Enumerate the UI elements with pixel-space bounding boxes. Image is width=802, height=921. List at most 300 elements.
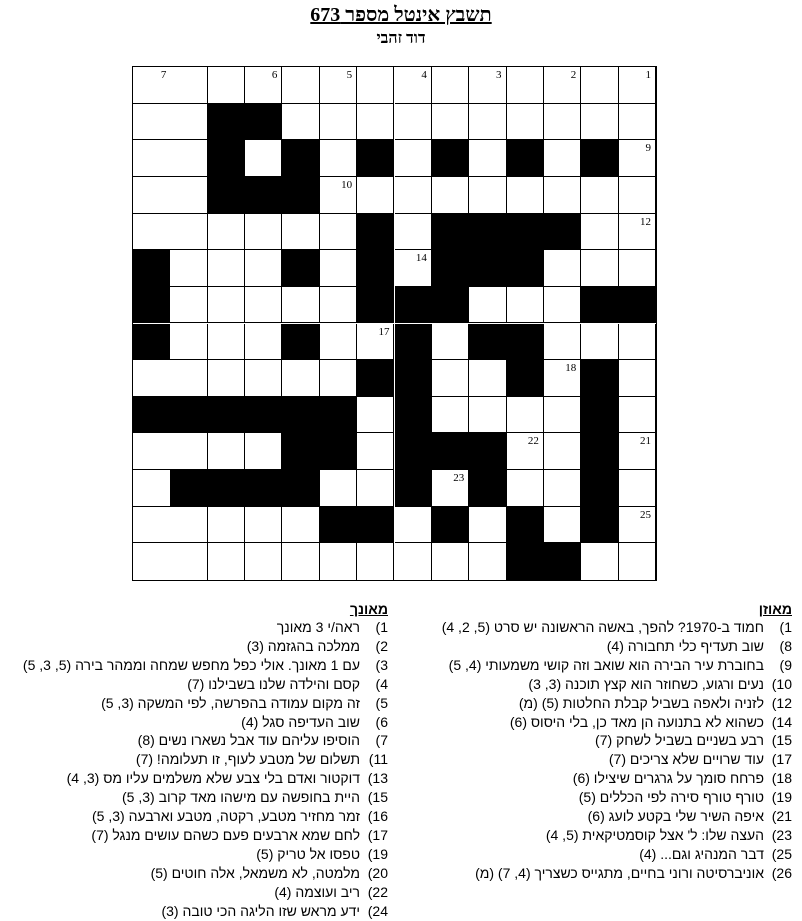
grid-cell[interactable]: [245, 287, 282, 324]
grid-cell[interactable]: [395, 177, 432, 214]
grid-cell[interactable]: [245, 507, 282, 544]
grid-cell[interactable]: [544, 140, 581, 177]
clue-text: פרחח סומך על גרגרים שיצילו (6): [572, 770, 764, 787]
grid-cell[interactable]: [208, 67, 245, 104]
clue-text: היית בחופשה עם מישהו מאד קרוב (3, 5): [122, 789, 360, 806]
clue-text: טורף טורף סירה לפי הכללים (5): [578, 789, 764, 806]
clue-number: 10): [771, 675, 792, 692]
clue-number: 16): [367, 808, 388, 825]
grid-cell[interactable]: [133, 104, 170, 141]
grid-cell[interactable]: [395, 67, 432, 104]
clue-number: 4): [375, 675, 388, 692]
clue-number: 15): [771, 732, 792, 749]
black-cell: [133, 287, 170, 324]
cell-number: 25: [639, 508, 651, 521]
clue-item: [10, 750, 388, 769]
black-cell: [245, 104, 282, 141]
clue-item: [422, 750, 792, 769]
grid-cell[interactable]: [395, 543, 432, 580]
grid-cell[interactable]: [133, 543, 170, 580]
cell-number: 2: [570, 69, 577, 81]
black-cell: [507, 543, 544, 580]
grid-cell[interactable]: [133, 470, 170, 507]
grid-cell[interactable]: [208, 214, 245, 251]
black-cell: [320, 397, 357, 434]
clue-text: זמר מחזיר מטבע, רקטה, מטבע וארבעה (3, 5): [92, 808, 360, 825]
grid-cell[interactable]: [170, 543, 207, 580]
grid-cell[interactable]: [282, 287, 319, 324]
grid-cell[interactable]: [320, 104, 357, 141]
grid-cell[interactable]: [507, 104, 544, 141]
across-clues: [422, 600, 792, 883]
grid-cell[interactable]: [581, 250, 618, 287]
grid-cell[interactable]: [469, 507, 506, 544]
clue-item: [422, 769, 792, 788]
grid-cell[interactable]: [245, 250, 282, 287]
grid-cell[interactable]: [357, 470, 394, 507]
grid-cell[interactable]: [544, 397, 581, 434]
clue-text: עוד שרויים שלא צריכים (7): [608, 751, 764, 768]
cell-number: 23: [453, 472, 465, 485]
grid-cell[interactable]: [208, 433, 245, 470]
grid-cell[interactable]: [357, 104, 394, 141]
cell-number: 12: [639, 215, 651, 228]
grid-cell[interactable]: [320, 67, 357, 104]
grid-cell[interactable]: [469, 104, 506, 141]
clue-text: זה מקום עמודה בהפרשה, לפי המשקה (3, 5): [101, 694, 360, 711]
clue-text: דוקטור ואדם בלי צבע שלא משלמים עליו מס (3, 4): [66, 770, 360, 787]
clue-number: 12): [771, 694, 792, 711]
clue-text: שוב העדיפה סגל (4): [241, 713, 360, 730]
clue-number: 17): [367, 826, 388, 843]
black-cell: [507, 250, 544, 287]
clue-number: 3): [375, 656, 388, 673]
black-cell: [357, 360, 394, 397]
clue-text: בחוברת עיר הבירה הוא שואב וזה קושי משמעותי (4, 5): [448, 656, 764, 673]
black-cell: [544, 214, 581, 251]
clue-item: [10, 675, 388, 694]
grid-cell[interactable]: [245, 360, 282, 397]
clue-text: נעים ורגוע, כשחוזר הוא קצץ תוכנה (3, 3): [528, 675, 764, 692]
grid-cell[interactable]: [245, 214, 282, 251]
grid-cell[interactable]: [581, 214, 618, 251]
cell-number: 3: [496, 69, 502, 81]
grid-cell[interactable]: [133, 67, 170, 104]
grid-cell[interactable]: [432, 104, 469, 141]
grid-cell[interactable]: [245, 67, 282, 104]
grid-cell[interactable]: [170, 287, 207, 324]
black-cell: [282, 470, 319, 507]
grid-cell[interactable]: [581, 543, 618, 580]
grid-cell[interactable]: [619, 140, 656, 177]
grid-cell[interactable]: [208, 324, 245, 361]
clue-text: מלמטה, לא משמאל, אלה חוטים (5): [150, 864, 360, 881]
clue-item: [10, 826, 388, 845]
grid-cell[interactable]: [133, 433, 170, 470]
grid-cell[interactable]: [245, 324, 282, 361]
grid-cell[interactable]: [544, 104, 581, 141]
clue-text: תשלום של מטבע לעוף, זו תעלומה! (7): [135, 751, 360, 768]
grid-cell[interactable]: [170, 104, 207, 141]
grid-cell[interactable]: [208, 250, 245, 287]
grid-cell[interactable]: [619, 104, 656, 141]
grid-cell[interactable]: [544, 67, 581, 104]
grid-cell[interactable]: [507, 433, 544, 470]
clue-number: 23): [771, 826, 792, 843]
puzzle-author: דוד זהבי: [376, 30, 426, 47]
crossword-grid: [132, 66, 657, 581]
grid-cell[interactable]: [395, 104, 432, 141]
black-cell: [395, 470, 432, 507]
clue-item: [422, 694, 792, 713]
black-cell: [432, 507, 469, 544]
grid-cell[interactable]: [208, 360, 245, 397]
grid-cell[interactable]: [245, 543, 282, 580]
clue-item: [422, 864, 792, 883]
cell-number: 7: [160, 69, 167, 81]
cell-number: 9: [645, 142, 651, 155]
clue-number: 11): [368, 751, 388, 768]
grid-cell[interactable]: [320, 214, 357, 251]
grid-cell[interactable]: [619, 543, 656, 580]
clue-item: [422, 788, 792, 807]
across-heading: מאוזן: [758, 601, 792, 617]
black-cell: [432, 140, 469, 177]
grid-cell[interactable]: [282, 214, 319, 251]
black-cell: [133, 250, 170, 287]
across-clue-list: [422, 618, 792, 883]
clue-number: 5): [375, 694, 388, 711]
grid-cell[interactable]: [619, 360, 656, 397]
grid-cell[interactable]: [619, 67, 656, 104]
black-cell: [245, 177, 282, 214]
grid-cell[interactable]: [282, 360, 319, 397]
black-cell: [581, 507, 618, 544]
clue-number: 25): [771, 845, 792, 862]
black-cell: [395, 324, 432, 361]
clue-number: 7): [375, 732, 388, 749]
clue-item: [10, 845, 388, 864]
grid-cell[interactable]: [170, 140, 207, 177]
black-cell: [469, 470, 506, 507]
grid-cell[interactable]: [619, 250, 656, 287]
grid-cell[interactable]: [581, 104, 618, 141]
grid-cell[interactable]: [544, 324, 581, 361]
grid-cell[interactable]: [282, 104, 319, 141]
black-cell: [170, 397, 207, 434]
clue-item: [10, 883, 388, 902]
clue-item: [10, 807, 388, 826]
cell-number: 21: [639, 435, 651, 448]
grid-cell[interactable]: [133, 177, 170, 214]
down-heading: מאונך: [349, 601, 388, 617]
grid-cell[interactable]: [170, 360, 207, 397]
black-cell: [507, 140, 544, 177]
black-cell: [507, 324, 544, 361]
grid-cell[interactable]: [133, 360, 170, 397]
black-cell: [581, 360, 618, 397]
clue-number: 8): [779, 637, 792, 654]
grid-cell[interactable]: [544, 470, 581, 507]
clue-item: [10, 618, 388, 637]
grid-cell[interactable]: [469, 287, 506, 324]
grid-cell[interactable]: [320, 324, 357, 361]
clue-number: 14): [771, 713, 792, 730]
clue-number: 13): [367, 770, 388, 787]
grid-cell[interactable]: [208, 543, 245, 580]
clue-number: 24): [367, 902, 388, 919]
clue-text: לחם שמא ארבעים פעם כשהם עושים מנגל (7): [91, 826, 360, 843]
clue-number: 22): [367, 883, 388, 900]
clue-text: שוב תעדיף כלי תחבורה (4): [606, 637, 764, 654]
grid-cell[interactable]: [320, 250, 357, 287]
grid-cell[interactable]: [619, 507, 656, 544]
black-cell: [282, 397, 319, 434]
black-cell: [282, 250, 319, 287]
clue-number: 2): [375, 637, 388, 654]
grid-cell[interactable]: [357, 543, 394, 580]
clue-item: [10, 694, 388, 713]
black-cell: [208, 140, 245, 177]
grid-cell[interactable]: [469, 140, 506, 177]
clue-item: [422, 807, 792, 826]
grid-cell[interactable]: [208, 287, 245, 324]
black-cell: [245, 397, 282, 434]
grid-cell[interactable]: [170, 507, 207, 544]
clue-number: 1): [375, 619, 388, 635]
black-cell: [357, 287, 394, 324]
grid-cell[interactable]: [320, 543, 357, 580]
cell-number: 22: [527, 435, 539, 448]
grid-cell[interactable]: [395, 507, 432, 544]
clue-text: עם 1 מאונך. אולי כפל מחפש שמחה וממהר בירה (5, 3, 5): [22, 656, 360, 673]
grid-cell[interactable]: [357, 324, 394, 361]
grid-cell[interactable]: [432, 177, 469, 214]
grid-cell[interactable]: [133, 507, 170, 544]
black-cell: [320, 507, 357, 544]
grid-cell[interactable]: [395, 140, 432, 177]
grid-cell[interactable]: [395, 250, 432, 287]
black-cell: [432, 433, 469, 470]
black-cell: [395, 287, 432, 324]
black-cell: [245, 470, 282, 507]
cell-number: 14: [415, 252, 427, 265]
grid-cell[interactable]: [320, 177, 357, 214]
grid-cell[interactable]: [469, 177, 506, 214]
grid-cell[interactable]: [133, 214, 170, 251]
clue-item: [422, 845, 792, 864]
black-cell: [357, 507, 394, 544]
black-cell: [357, 140, 394, 177]
grid-cell[interactable]: [357, 177, 394, 214]
clue-item: [422, 713, 792, 732]
clue-text: ריב ועוצמה (4): [274, 883, 360, 900]
grid-cell[interactable]: [544, 250, 581, 287]
clue-number: 1): [779, 619, 792, 635]
black-cell: [395, 397, 432, 434]
clue-item: [422, 731, 792, 750]
clue-text: ממלכה בהגזמה (3): [246, 637, 360, 654]
cell-number: 10: [341, 178, 353, 191]
black-cell: [581, 470, 618, 507]
grid-cell[interactable]: [245, 433, 282, 470]
grid-cell[interactable]: [544, 177, 581, 214]
grid-cell[interactable]: [170, 177, 207, 214]
grid-cell[interactable]: [581, 177, 618, 214]
black-cell: [208, 177, 245, 214]
grid-cell[interactable]: [581, 324, 618, 361]
clue-text: קסם והילדה שלנו בשבילנו (7): [187, 675, 360, 692]
clue-number: 20): [367, 864, 388, 881]
grid-cell[interactable]: [170, 214, 207, 251]
clue-number: 26): [771, 864, 792, 881]
black-cell: [432, 287, 469, 324]
clue-text: הוסיפו עליהם עוד אבל נשארו נשים (8): [137, 732, 360, 749]
black-cell: [469, 250, 506, 287]
clue-number: 15): [367, 789, 388, 806]
grid-cell[interactable]: [581, 67, 618, 104]
clue-item: [10, 902, 388, 921]
grid-cell[interactable]: [357, 67, 394, 104]
clue-item: [422, 675, 792, 694]
grid-cell[interactable]: [619, 177, 656, 214]
grid-cell[interactable]: [320, 287, 357, 324]
clue-text: איפה השיר שלי בקטע לועג (6): [587, 808, 764, 825]
grid-cell[interactable]: [544, 433, 581, 470]
black-cell: [507, 214, 544, 251]
grid-cell[interactable]: [432, 543, 469, 580]
black-cell: [133, 324, 170, 361]
grid-cell[interactable]: [507, 177, 544, 214]
clue-item: [10, 731, 388, 750]
grid-cell[interactable]: [320, 470, 357, 507]
clue-item: [10, 713, 388, 732]
clue-number: 17): [771, 751, 792, 768]
clue-number: 6): [375, 713, 388, 730]
clue-number: 19): [367, 845, 388, 862]
black-cell: [357, 250, 394, 287]
grid-cell[interactable]: [282, 507, 319, 544]
grid-cell[interactable]: [544, 287, 581, 324]
black-cell: [544, 543, 581, 580]
grid-cell[interactable]: [469, 543, 506, 580]
grid-cell[interactable]: [245, 140, 282, 177]
black-cell: [432, 250, 469, 287]
grid-cell[interactable]: [619, 324, 656, 361]
black-cell: [133, 397, 170, 434]
black-cell: [282, 324, 319, 361]
cell-number: 18: [565, 362, 577, 375]
grid-cell[interactable]: [320, 360, 357, 397]
clue-item: [422, 618, 792, 637]
black-cell: [208, 397, 245, 434]
black-cell: [395, 433, 432, 470]
clue-item: [10, 769, 388, 788]
grid-cell[interactable]: [432, 67, 469, 104]
grid-cell[interactable]: [170, 324, 207, 361]
clue-item: [422, 826, 792, 845]
black-cell: [581, 433, 618, 470]
down-clue-list: [10, 618, 388, 921]
black-cell: [581, 397, 618, 434]
clue-item: [422, 637, 792, 656]
clue-text: העצה שלו: ל' אצל קוסמטיקאית (5, 4): [545, 826, 764, 843]
cell-number: 1: [645, 69, 651, 81]
puzzle-title: תשבץ אינטל מספר 673: [310, 4, 492, 26]
black-cell: [469, 324, 506, 361]
cell-number: 17: [378, 325, 390, 338]
grid-cell[interactable]: [208, 507, 245, 544]
grid-cell[interactable]: [619, 433, 656, 470]
black-cell: [208, 470, 245, 507]
black-cell: [170, 470, 207, 507]
clue-item: [10, 637, 388, 656]
grid-cell[interactable]: [619, 470, 656, 507]
grid-cell[interactable]: [282, 67, 319, 104]
clue-text: טפסו אל טריק (5): [256, 845, 360, 862]
black-cell: [282, 177, 319, 214]
black-cell: [507, 507, 544, 544]
grid-cell[interactable]: [133, 140, 170, 177]
cell-number: 4: [421, 69, 427, 81]
grid-cell[interactable]: [469, 67, 506, 104]
clue-text: חמוד ב-1970? להפך, באשה הראשונה יש סרט (5, 2, 4): [441, 619, 764, 635]
black-cell: [395, 360, 432, 397]
grid-cell[interactable]: [282, 543, 319, 580]
grid-cell[interactable]: [357, 397, 394, 434]
grid-cell[interactable]: [469, 360, 506, 397]
black-cell: [507, 360, 544, 397]
down-clues: [10, 600, 388, 921]
black-cell: [282, 433, 319, 470]
clue-item: [10, 864, 388, 883]
grid-cell[interactable]: [619, 214, 656, 251]
grid-cell[interactable]: [507, 397, 544, 434]
grid-cell[interactable]: [544, 507, 581, 544]
black-cell: [320, 433, 357, 470]
clue-text: לזניה ולאפה בשביל קבלת החלטות (5) (מ): [518, 694, 764, 711]
grid-cell[interactable]: [507, 67, 544, 104]
black-cell: [282, 140, 319, 177]
clue-text: ידע מראש שזו הליגה הכי טובה (3): [161, 902, 360, 919]
grid-cell[interactable]: [469, 397, 506, 434]
clue-item: [10, 656, 388, 675]
clue-number: 19): [771, 789, 792, 806]
grid-cell[interactable]: [432, 470, 469, 507]
grid-cell[interactable]: [320, 140, 357, 177]
grid-cell[interactable]: [357, 433, 394, 470]
grid-cell[interactable]: [170, 433, 207, 470]
clue-text: אוניברסיטה ורוני בחיים, מתגייס כשצריך (4, 7) (מ): [475, 864, 764, 881]
grid-cell[interactable]: [170, 250, 207, 287]
grid-cell[interactable]: [507, 470, 544, 507]
black-cell: [469, 214, 506, 251]
grid-cell[interactable]: [507, 287, 544, 324]
clue-text: כשהוא לא בתנועה הן מאד כן, בלי היסוס (6): [509, 713, 764, 730]
clue-text: ראה/י 3 מאונך: [276, 619, 360, 635]
grid-cell[interactable]: [395, 214, 432, 251]
grid-cell[interactable]: [432, 324, 469, 361]
grid-cell[interactable]: [619, 397, 656, 434]
grid-cell[interactable]: [432, 397, 469, 434]
black-cell: [208, 104, 245, 141]
grid-cell[interactable]: [432, 360, 469, 397]
grid-cell[interactable]: [170, 67, 207, 104]
clue-item: [422, 656, 792, 675]
black-cell: [432, 214, 469, 251]
clue-item: [10, 788, 388, 807]
grid-cell[interactable]: [544, 360, 581, 397]
